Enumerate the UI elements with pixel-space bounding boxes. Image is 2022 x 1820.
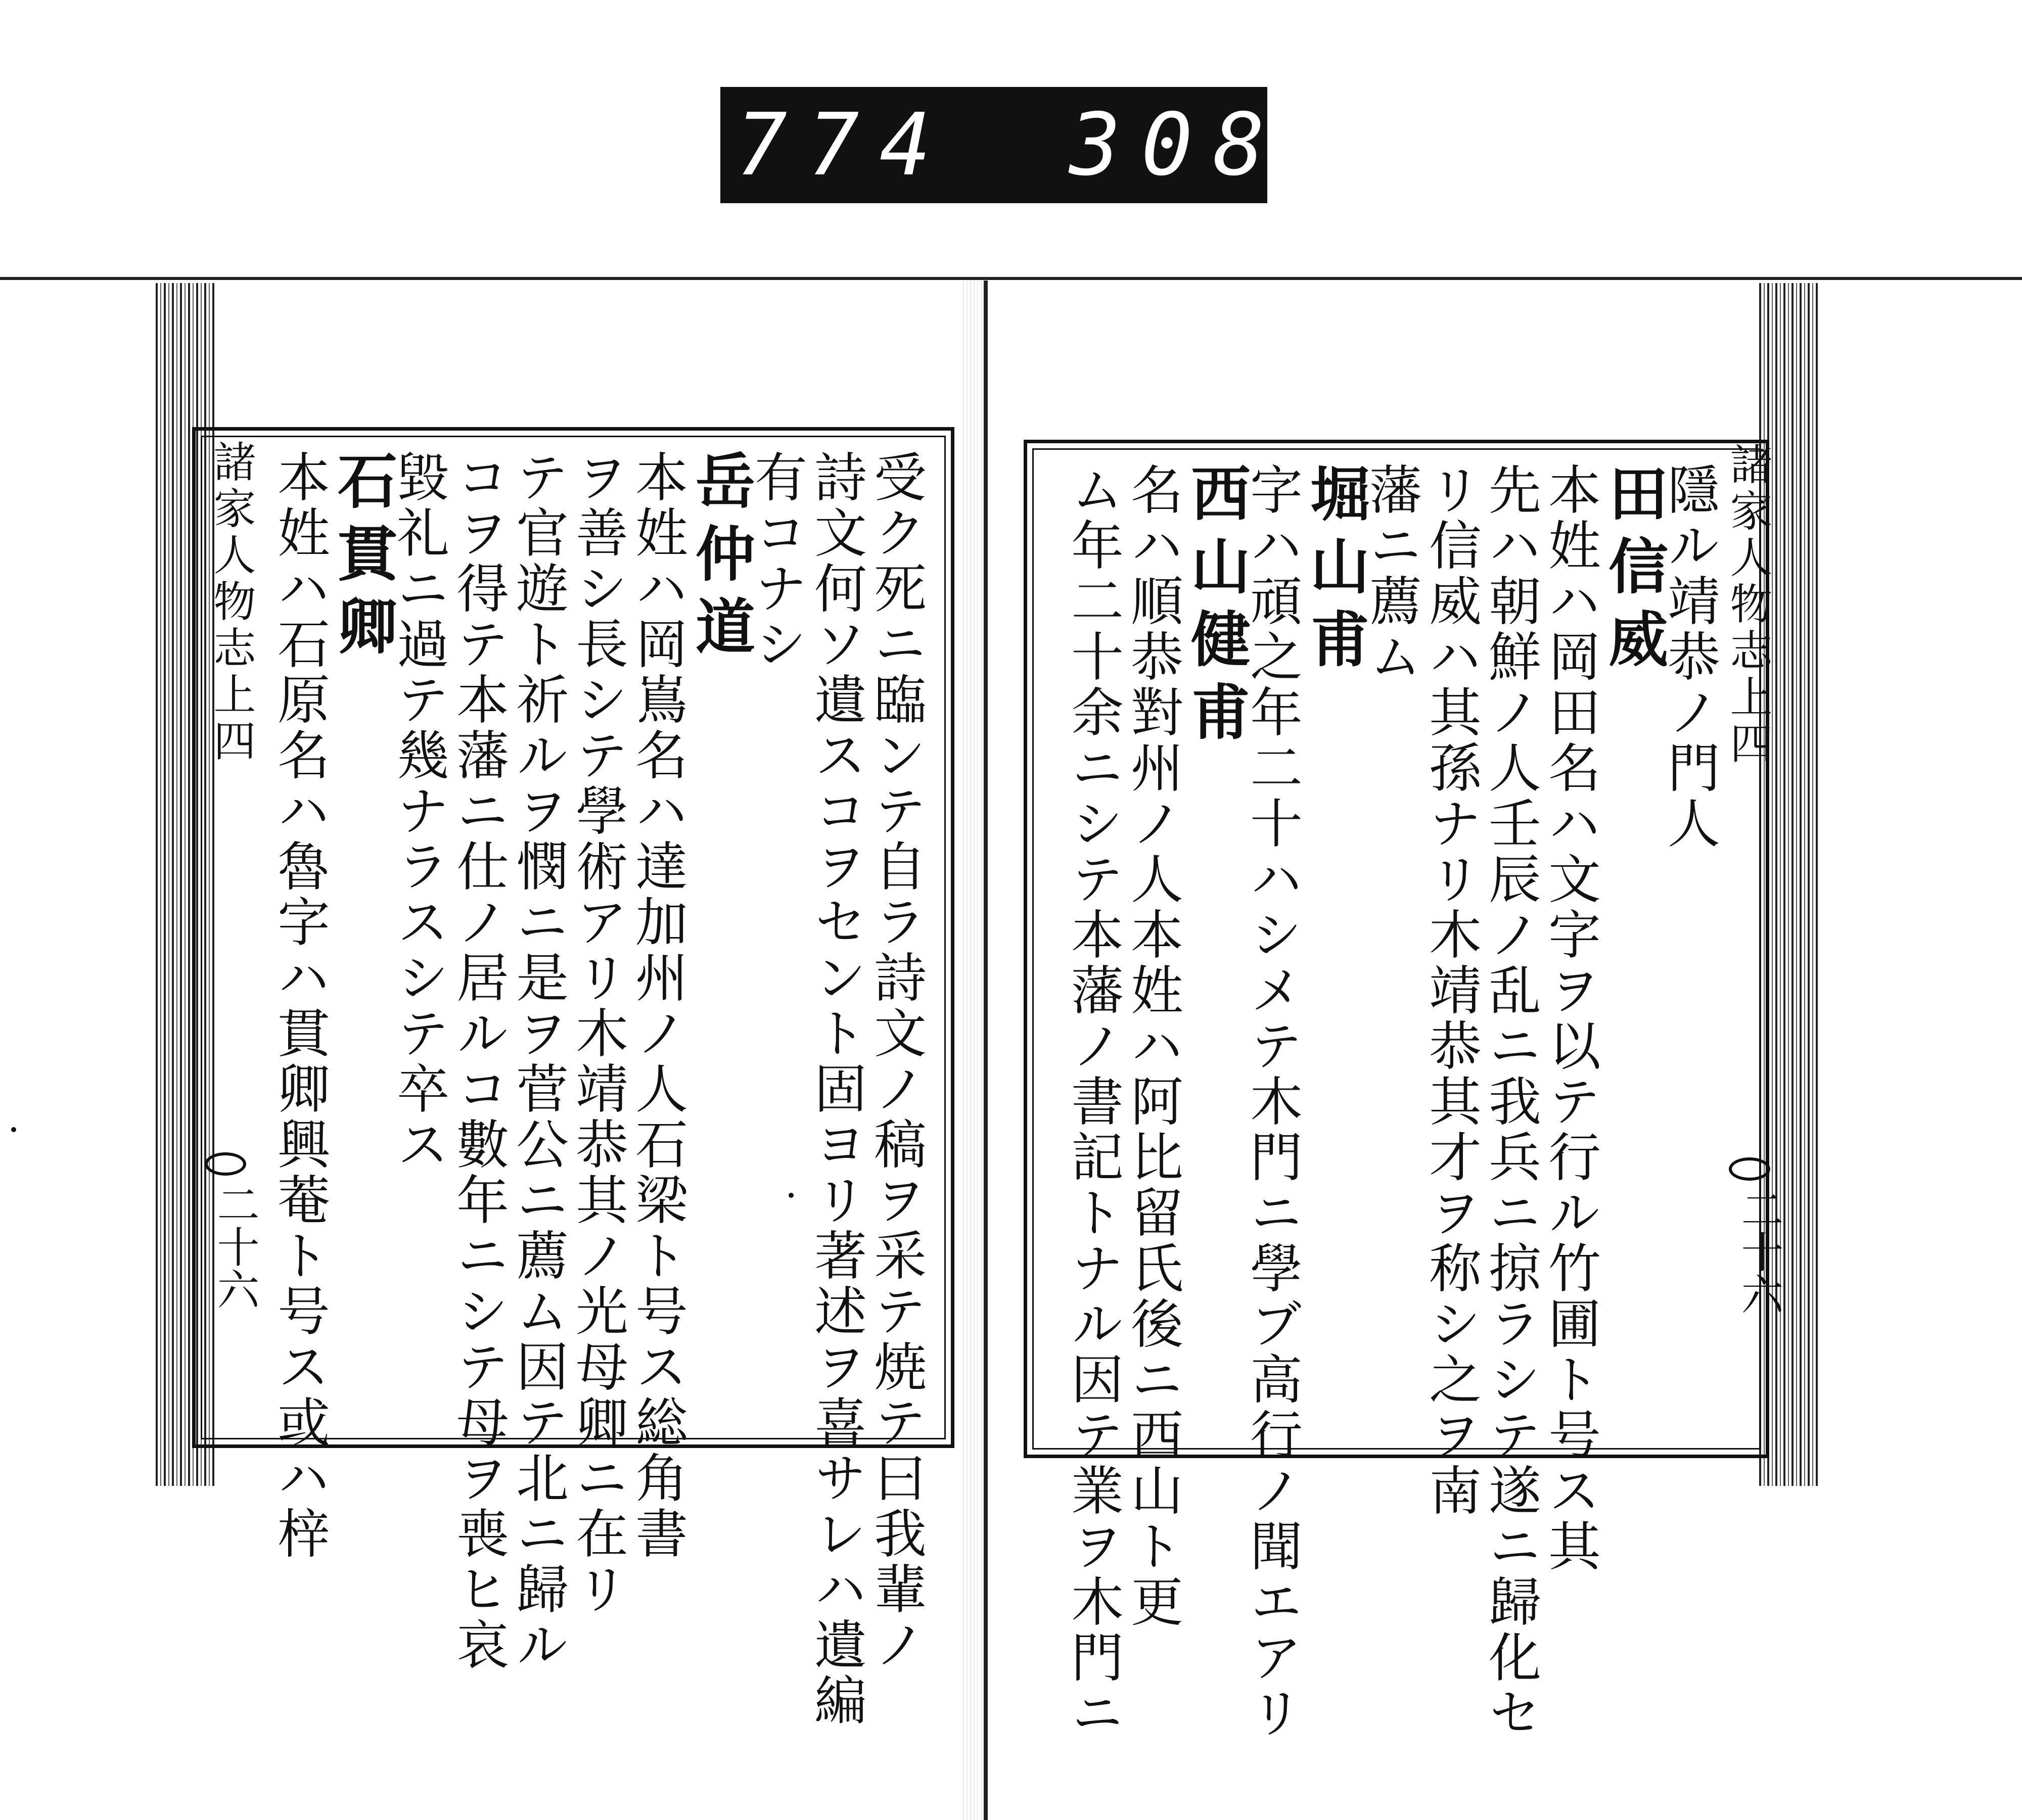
text-column: ヲ善シ長シテ學術アリ木靖恭其ノ光母卿ニ在リ: [567, 450, 628, 1617]
text-column: 本姓ハ岡嶌名ハ達加州ノ人石梁ト号ス総角書: [626, 450, 688, 1562]
left-page-folio: 二十六: [210, 1183, 260, 1310]
text-column: リ信威ハ其孫ナリ木靖恭其才ヲ称シ之ヲ南: [1420, 462, 1482, 1519]
text-column: 本姓ハ石原名ハ魯字ハ貫卿興菴ト号ス或ハ梓: [268, 450, 330, 1562]
gutter-shadow: [963, 281, 983, 1820]
text-column: 名ハ順恭對州ノ人本姓ハ阿比留氏後ニ西山ト更: [1122, 462, 1183, 1630]
call-number-label: [720, 87, 1357, 203]
right-folio-ring: [1729, 1157, 1770, 1181]
right-page-margin-label: 諸家人物志上四: [1723, 442, 1773, 768]
right-page-folio: 二十六: [1734, 1188, 1784, 1315]
text-column: 毀礼ニ過テ幾ナラスシテ卒ス: [388, 450, 449, 1173]
scan-speck: [789, 1193, 794, 1198]
entry-heading: 西山健甫: [1181, 462, 1251, 754]
entry-heading: 石貫卿: [328, 450, 398, 668]
text-column: 字ハ頑之年二十ハシメテ木門ニ學ブ高行ノ聞エアリ: [1241, 462, 1303, 1741]
text-column: コヲ得テ本藩ニ仕ノ居ルコ數年ニシテ母ヲ喪ヒ哀: [447, 450, 509, 1673]
text-column: 受ク死ニ臨ンテ自ラ詩文ノ稿ヲ采テ焼テ曰我輩ノ: [865, 450, 927, 1673]
call-number-left: 774: [736, 95, 952, 195]
text-column: テ官遊ト祈ルヲ憫ニ是ヲ菅公ニ薦ム因テ北ニ歸ル: [507, 450, 569, 1673]
entry-heading: 堀山甫: [1300, 462, 1370, 681]
text-column: ム年二十余ニシテ本藩ノ書記トナル因テ業ヲ木門ニ: [1062, 462, 1124, 1741]
entry-heading: 田信威: [1598, 462, 1669, 681]
text-column: 藩ニ薦ム: [1360, 462, 1422, 685]
call-number-right: 308.: [1069, 95, 1357, 195]
text-column: 本姓ハ岡田名ハ文字ヲ以テ行ル竹圃ト号ス其: [1539, 462, 1601, 1574]
gutter-line: [984, 281, 988, 1820]
entry-heading: 岳仲道: [685, 450, 756, 668]
text-column: 有コナシ: [746, 450, 807, 672]
text-column: 先ハ朝鮮ノ人壬辰ノ乱ニ我兵ニ掠ラシテ遂ニ歸化セ: [1480, 462, 1541, 1741]
left-folio-ring: [205, 1152, 246, 1176]
spread-top-edge: [0, 277, 2022, 280]
left-page-margin-label: 諸家人物志上四: [207, 440, 256, 765]
scan-speck: [11, 1127, 16, 1132]
text-column: 詩文何ソ遺スコヲセント固ヨリ著述ヲ喜サレハ遺編: [805, 450, 867, 1729]
text-column: 隱ル靖恭ノ門人: [1659, 462, 1720, 852]
